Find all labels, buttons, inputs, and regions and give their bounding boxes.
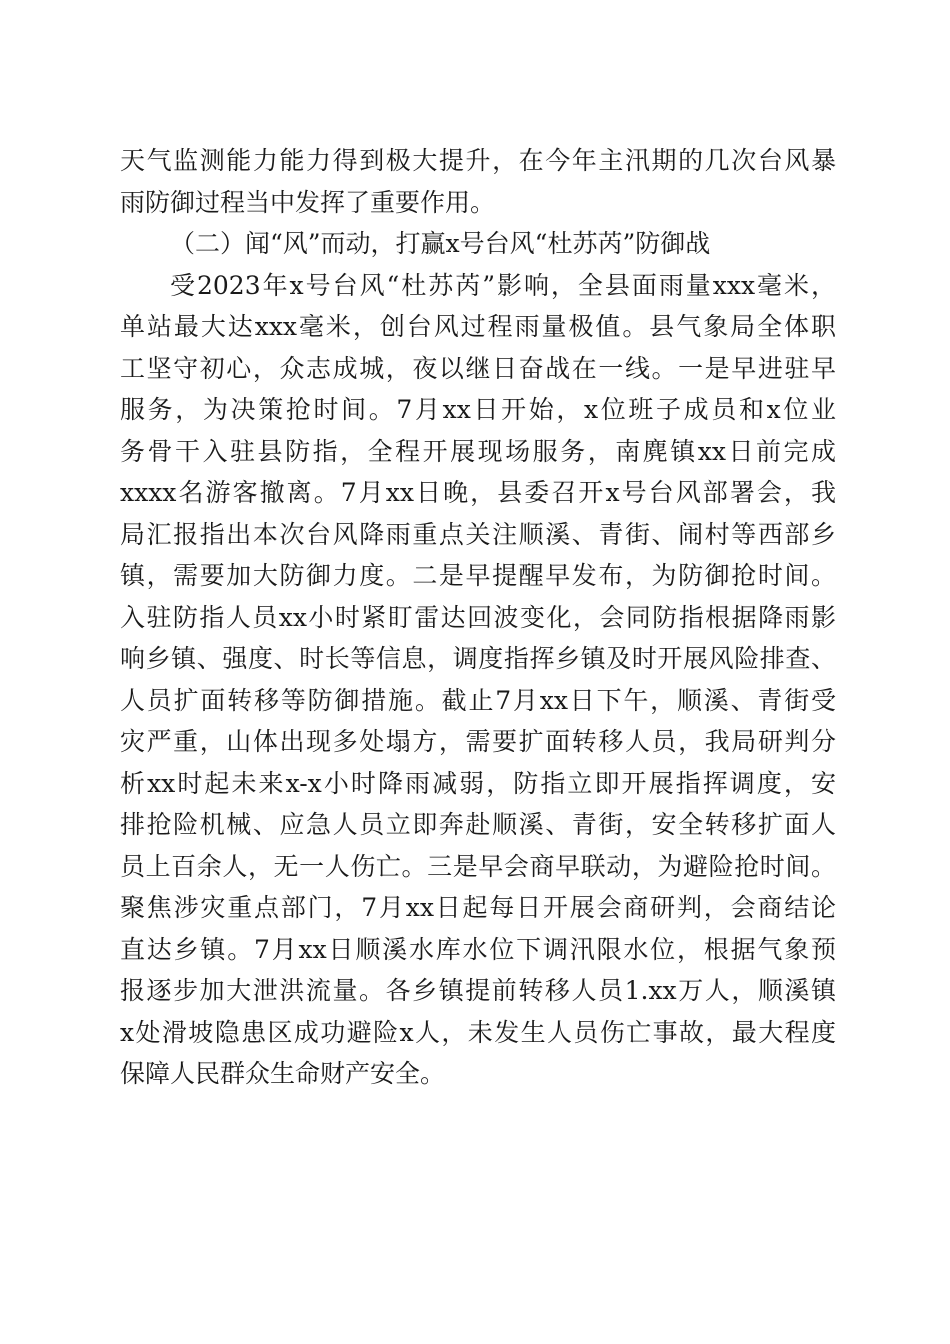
paragraph-line: 受2023年x号台风“杜苏芮”影响，全县面雨量xxx毫米， [170, 270, 836, 300]
paragraph-line: 工坚守初心，众志成城，夜以继日奋战在一线。一是早进驻早 [120, 353, 836, 383]
paragraph-line: 报逐步加大泄洪流量。各乡镇提前转移人员1.xx万人，顺溪镇 [120, 976, 836, 1005]
paragraph-line: 析xx时起未来x-x小时降雨减弱，防指立即开展指挥调度，安 [120, 768, 836, 798]
paragraph-line: 排抢险机械、应急人员立即奔赴顺溪、青街，安全转移扩面人 [120, 810, 836, 839]
document-body [120, 140, 836, 1095]
paragraph-line: 入驻防指人员xx小时紧盯雷达回波变化，会同防指根据降雨影 [120, 602, 836, 632]
paragraph-line: 单站最大达xxx毫米，创台风过程雨量极值。县气象局全体职 [120, 312, 836, 341]
paragraph-line: 局汇报指出本次台风降雨重点关注顺溪、青街、闹村等西部乡 [120, 519, 836, 549]
paragraph-line: 员上百余人，无一人伤亡。三是早会商早联动，为避险抢时间。 [120, 851, 836, 881]
paragraph-line: 镇，需要加大防御力度。二是早提醒早发布，为防御抢时间。 [120, 561, 836, 590]
section-heading: （二）闻“风”而动，打赢x号台风“杜苏芮”防御战 [170, 229, 711, 258]
paragraph-line: 灾严重，山体出现多处塌方，需要扩面转移人员，我局研判分 [120, 727, 836, 756]
paragraph-line: 天气监测能力能力得到极大提升，在今年主汛期的几次台风暴 [120, 146, 836, 175]
paragraph-line: xxxx名游客撤离。7月xx日晚，县委召开x号台风部署会，我 [120, 478, 836, 507]
paragraph-line: 直达乡镇。7月xx日顺溪水库水位下调汛限水位，根据气象预 [120, 934, 836, 964]
paragraph-line: 务骨干入驻县防指，全程开展现场服务，南麂镇xx日前完成 [120, 436, 836, 466]
paragraph-line: 雨防御过程当中发挥了重要作用。 [120, 187, 496, 217]
paragraph-line: x处滑坡隐患区成功避险x人，未发生人员伤亡事故，最大程度 [120, 1017, 836, 1047]
paragraph-line: 保障人民群众生命财产安全。 [120, 1059, 446, 1088]
paragraph-line: 人员扩面转移等防御措施。截止7月xx日下午，顺溪、青街受 [120, 685, 836, 715]
paragraph-line: 服务，为决策抢时间。7月xx日开始，x位班子成员和x位业 [120, 395, 836, 424]
paragraph-line: 响乡镇、强度、时长等信息，调度指挥乡镇及时开展风险排查、 [120, 644, 836, 673]
paragraph-line: 聚焦涉灾重点部门，7月xx日起每日开展会商研判，会商结论 [120, 893, 836, 922]
